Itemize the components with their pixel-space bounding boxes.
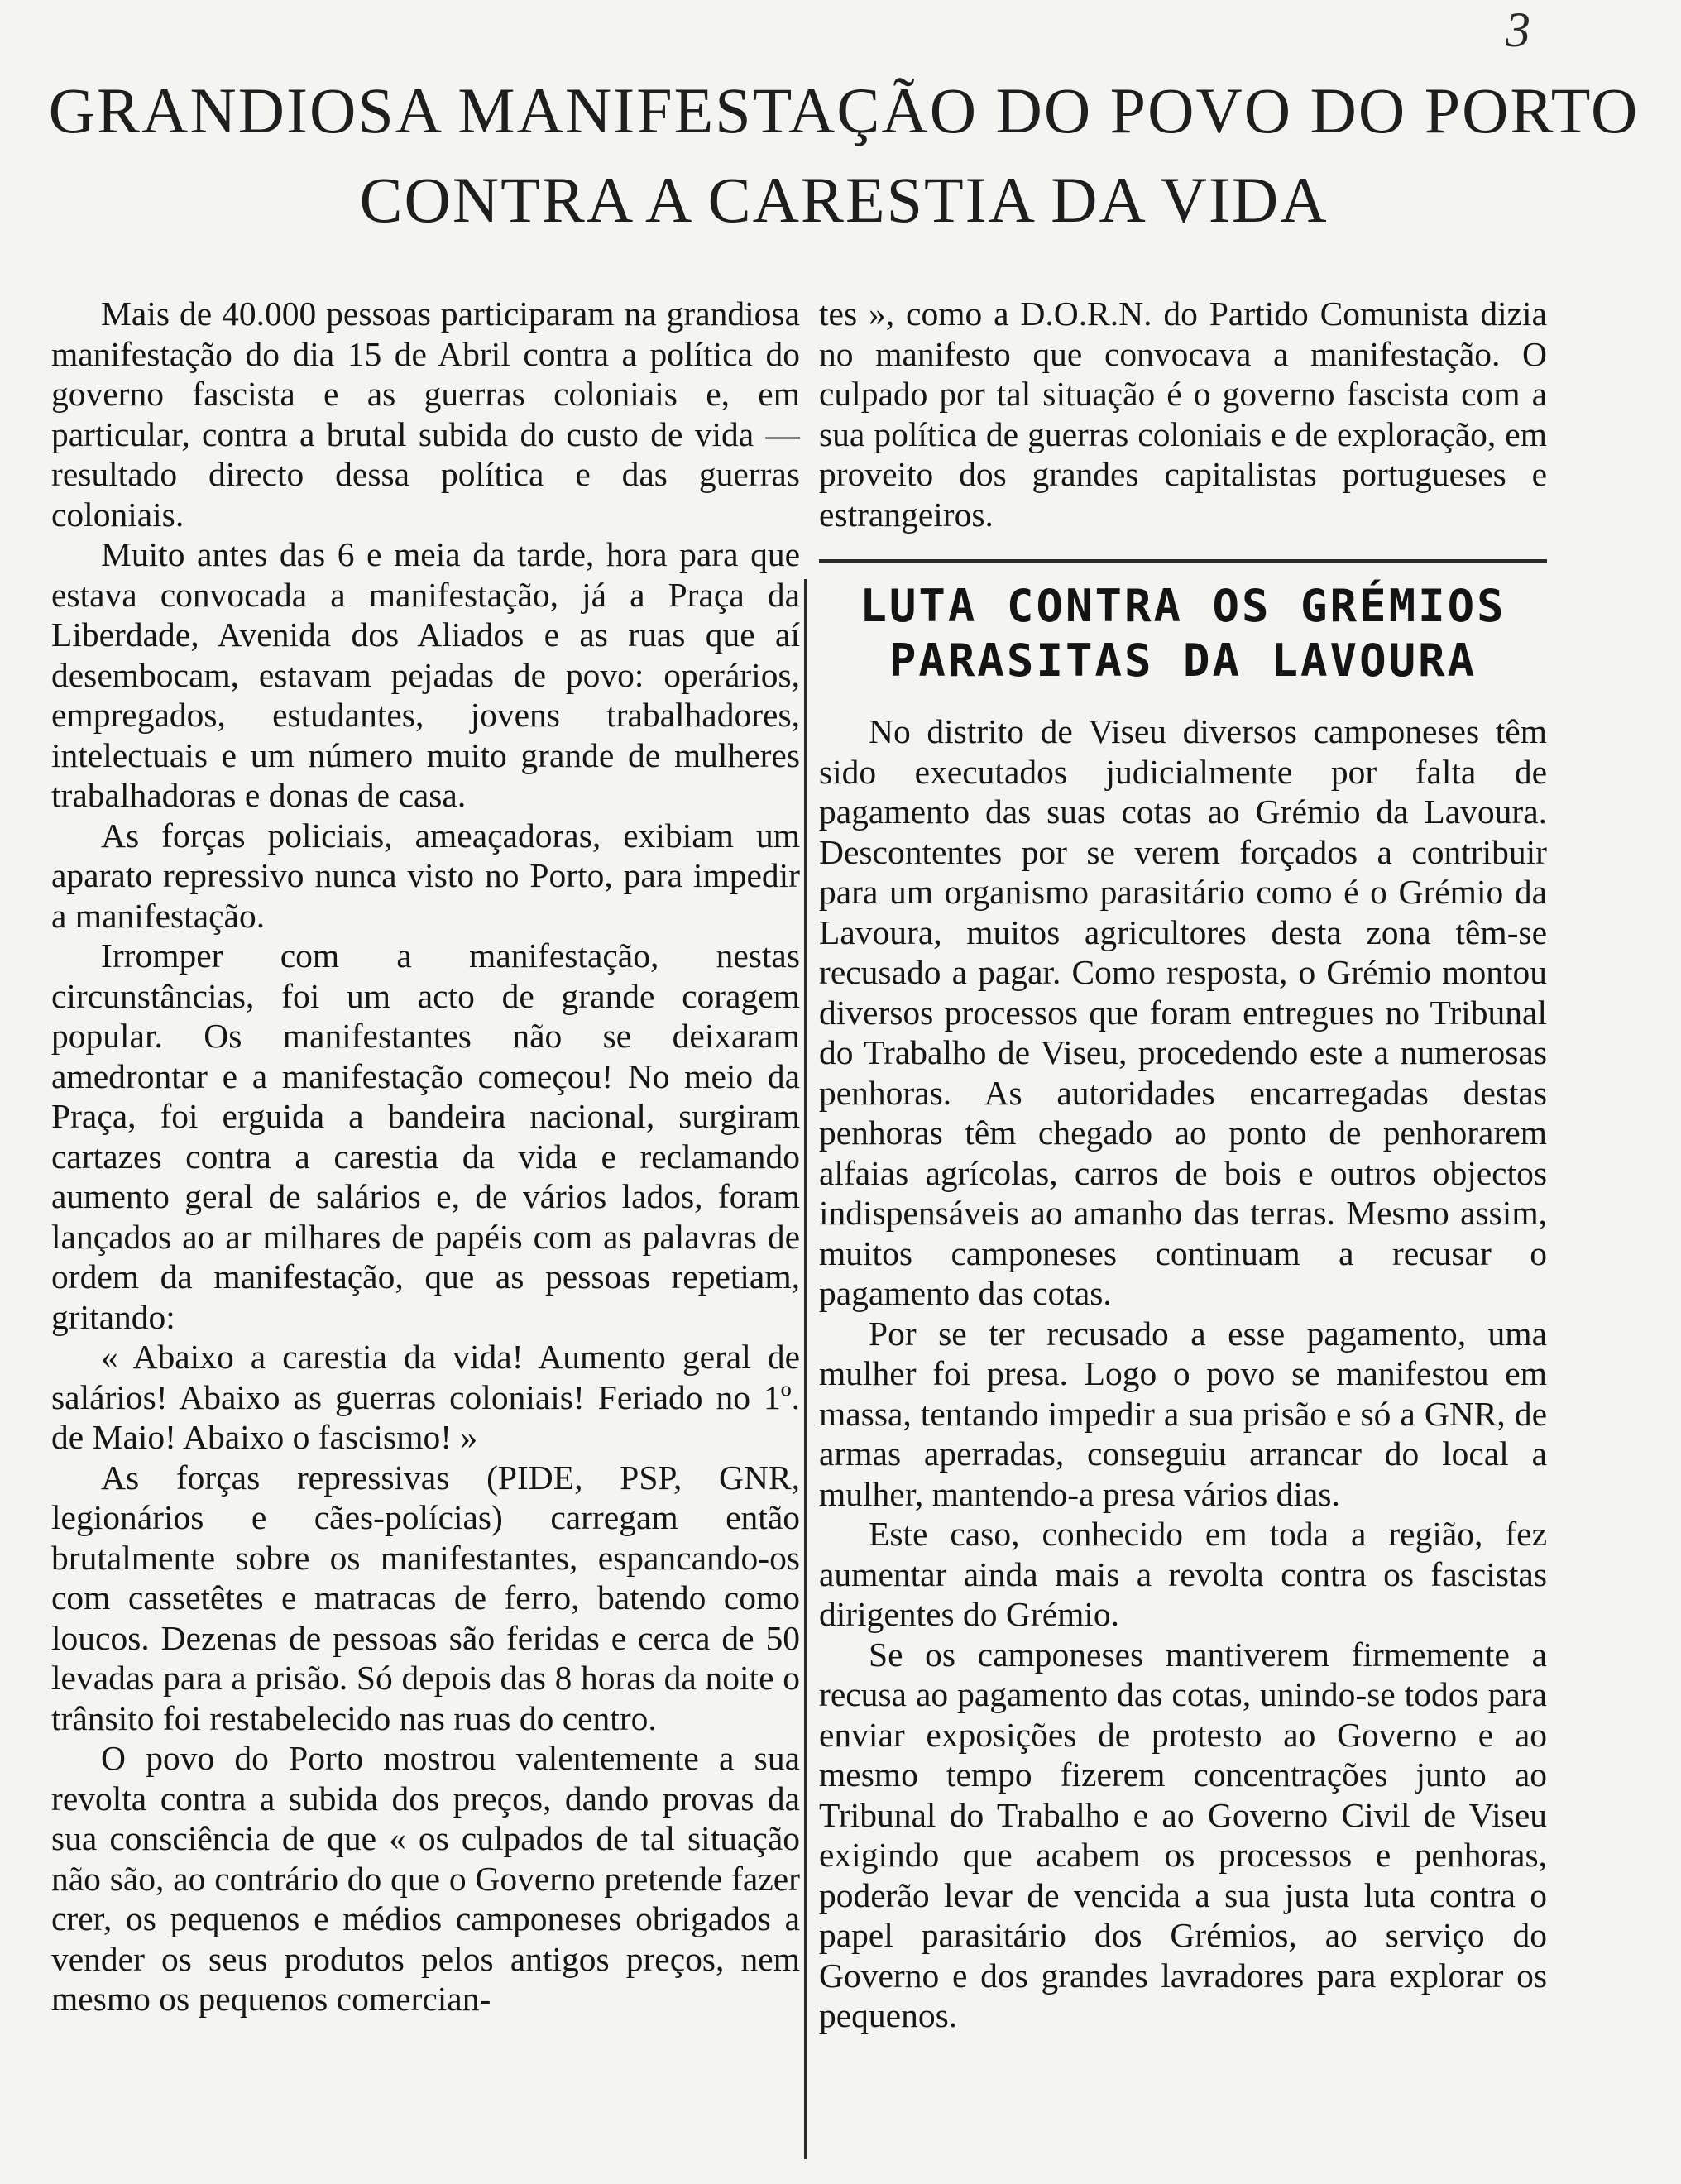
headline-line-2: CONTRA A CARESTIA DA VIDA: [359, 163, 1329, 236]
paragraph: As forças repressivas (PIDE, PSP, GNR, legionários e cães-polícias) carregam então brutalmente sobre os manifestantes, espancando-os com cassetêtes e matracas de ferro, batendo como loucos. Dezenas de pessoas são feridas e cerca de 50 levadas para a prisão. Só depois das 8 horas da noite o trânsito foi restabelecido nas ruas do centro.: [51, 1458, 800, 1737]
paragraph: Mais de 40.000 pessoas participaram na grandiosa manifestação do dia 15 de Abril contra a política do governo fascista e as guerras coloniais e, em particular, contra a brutal subida do custo de vida — resultado directo dessa política e das guerras coloniais.: [51, 295, 800, 534]
left-column: [51, 294, 800, 2019]
page-number: 3: [1506, 2, 1530, 57]
paragraph: No distrito de Viseu diversos camponeses têm sido executados judicialmente por falta de pagamento das suas cotas ao Grémio da Lavoura. Descontentes por se verem forçados a contribuir para um organismo parasitário como é o Grémio da Lavoura, muitos agricultores desta zona têm-se recusado a pagar. Como resposta, o Grémio montou diversos processos que foram entregues no Tribunal do Trabalho de Viseu, procedendo este a numerosas penhoras. As autoridades encarregadas destas penhoras têm chegado ao ponto de penhorarem alfaias agrícolas, carros de bois e outros objectos indispensáveis ao amanho das terras. Mesmo assim, muitos camponeses continuam a recusar o pagamento das cotas.: [819, 712, 1547, 1312]
right-column-continuation: [819, 294, 1547, 534]
paragraph: Se os camponeses mantiverem firmemente a recusa ao pagamento das cotas, unindo-se todos para enviar exposições de protesto ao Governo e ao mesmo tempo fizerem concentrações junto ao Tribunal do Trabalho e ao Governo Civil de Viseu exigindo que acabem os processos e penhoras, poderão levar de vencida a sua justa luta contra o papel parasitário dos Grémios, ao serviço do Governo e dos grandes lavradores para explorar os pequenos.: [819, 1635, 1547, 2034]
continuation-paragraph: tes », como a D.O.R.N. do Partido Comunista dizia no manifesto que convocava a manifestação. O culpado por tal situação é o governo fascista com a sua política de guerras coloniais e de exploração, em proveito dos grandes capitalistas portugueses e estrangeiros.: [819, 295, 1547, 534]
sub-headline-line-1: LUTA CONTRA OS GRÉMIOS: [860, 580, 1506, 632]
sub-headline-line-2: PARASITAS DA LAVOURA: [888, 635, 1477, 687]
sub-headline: [819, 579, 1547, 688]
headline: [33, 70, 1655, 240]
paragraph: As forças policiais, ameaçadoras, exibiam um aparato repressivo nunca visto no Porto, para impedir a manifestação.: [51, 816, 800, 935]
column-divider: [804, 579, 807, 2159]
paragraph: O povo do Porto mostrou valentemente a sua revolta contra a subida dos preços, dando provas da sua consciência de que « os culpados de tal situação não são, ao contrário do que o Governo pretende fazer crer, os pequenos e médios camponeses obrigados a vender os seus produtos pelos antigos preços, nem mesmo os pequenos comercian-: [51, 1739, 800, 2018]
paragraph: Por se ter recusado a esse pagamento, uma mulher foi presa. Logo o povo se manifestou em massa, tentando impedir a sua prisão e só a GNR, de armas aperradas, conseguiu arrancar do local a mulher, mantendo-a presa vários dias.: [819, 1314, 1547, 1513]
horizontal-divider: [819, 559, 1547, 563]
headline-line-1: GRANDIOSA MANIFESTAÇÃO DO POVO DO PORTO: [48, 74, 1640, 146]
paragraph: Muito antes das 6 e meia da tarde, hora para que estava convocada a manifestação, já a Praça da Liberdade, Avenida dos Aliados e as ruas que aí desembocam, estavam pejadas de povo: operários, empregados, estudantes, jovens trabalhadores, intelectuais e um número muito grande de mulheres trabalhadoras e donas de casa.: [51, 535, 800, 814]
paragraph: Irromper com a manifestação, nestas circunstâncias, foi um acto de grande coragem popular. Os manifestantes não se deixaram amedrontar e a manifestação começou! No meio da Praça, foi erguida a bandeira nacional, surgiram cartazes contra a carestia da vida e reclamando aumento geral de salários e, de vários lados, foram lançados ao ar milhares de papéis com as palavras de ordem da manifestação, que as pessoas repetiam, gritando:: [51, 936, 800, 1336]
right-column: [819, 711, 1547, 2036]
paragraph: Este caso, conhecido em toda a região, fez aumentar ainda mais a revolta contra os fascistas dirigentes do Grémio.: [819, 1515, 1547, 1633]
quote-paragraph: « Abaixo a carestia da vida! Aumento geral de salários! Abaixo as guerras coloniais! Feriado no 1º. de Maio! Abaixo o fascismo! »: [51, 1338, 800, 1456]
